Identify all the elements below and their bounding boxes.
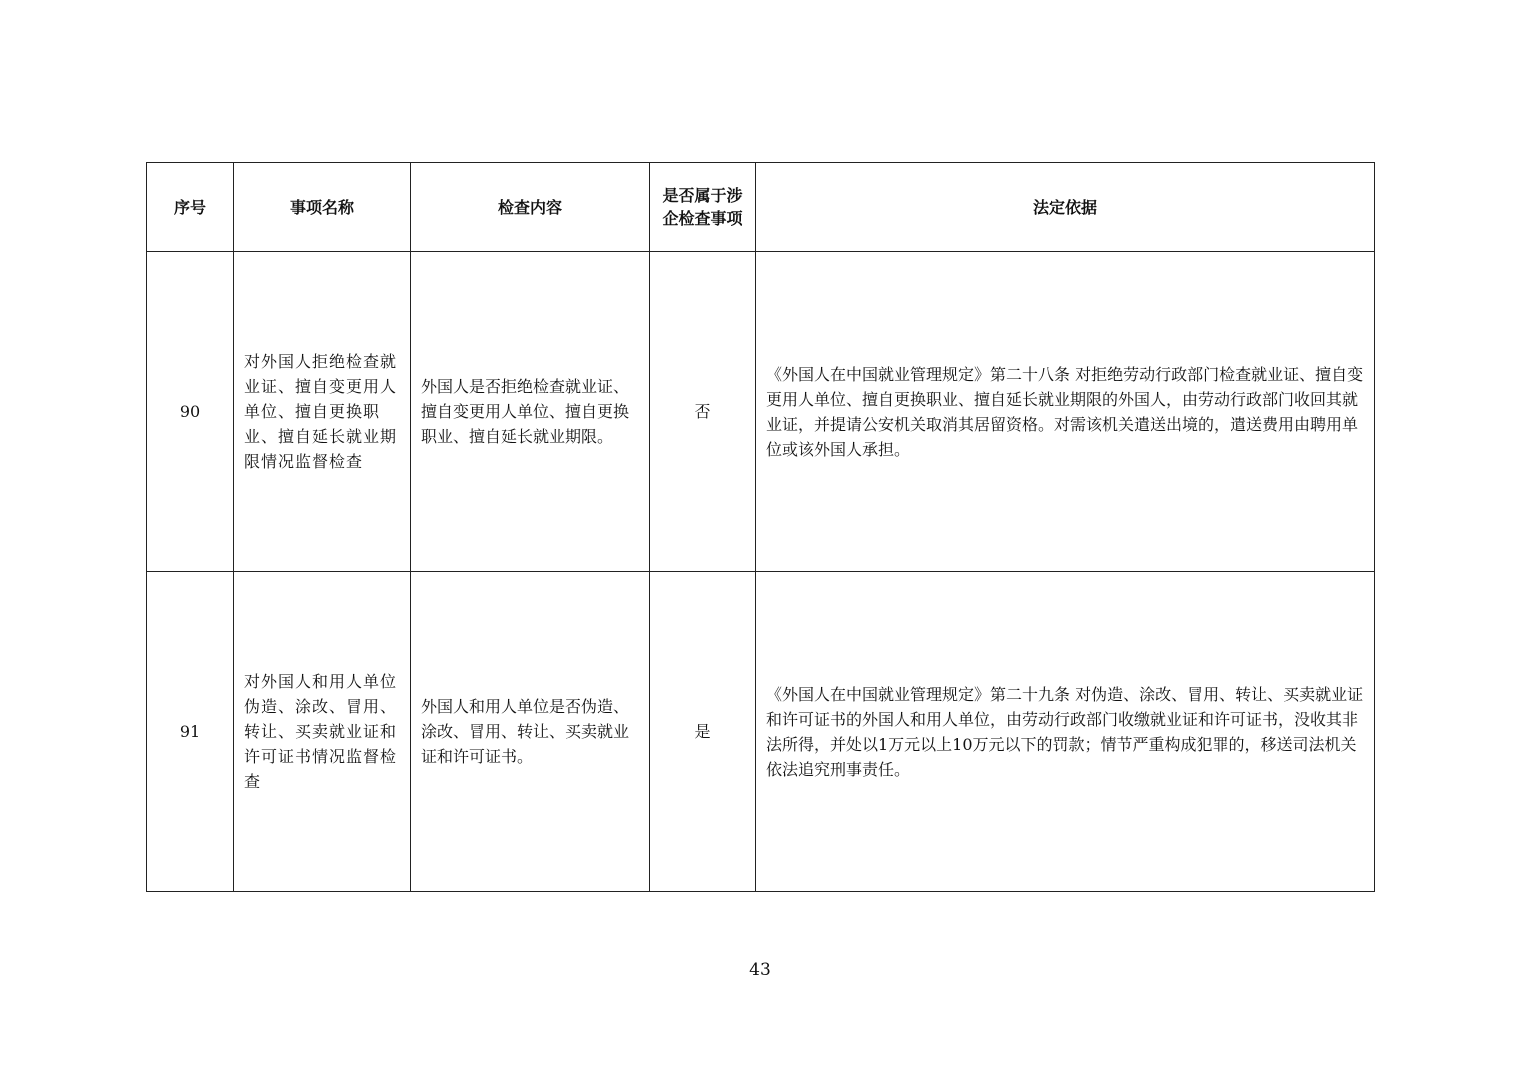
row-inspection-content: 外国人和用人单位是否伪造、涂改、冒用、转让、买卖就业证和许可证书。	[411, 572, 650, 892]
header-seq: 序号	[147, 163, 234, 252]
header-enterprise-related: 是否属于涉企检查事项	[650, 163, 756, 252]
row-inspection-content: 外国人是否拒绝检查就业证、擅自变更用人单位、擅自更换职业、擅自延长就业期限。	[411, 252, 650, 572]
row-legal-basis: 《外国人在中国就业管理规定》第二十八条 对拒绝劳动行政部门检查就业证、擅自变更用人单位、擅自更换职业、擅自延长就业期限的外国人，由劳动行政部门收回其就业证，并提请公安机关取消其居留资格。对需该机关遣送出境的，遣送费用由聘用单位或该外国人承担。	[756, 252, 1375, 572]
table-row	[147, 252, 1375, 572]
row-item-name: 对外国人拒绝检查就业证、擅自变更用人单位、擅自更换职业、擅自延长就业期限情况监督检查	[234, 252, 411, 572]
row-seq: 91	[147, 572, 234, 892]
inspection-items-table	[146, 162, 1375, 892]
header-legal-basis: 法定依据	[756, 163, 1375, 252]
row-enterprise-flag: 否	[650, 252, 756, 572]
table-header-row	[147, 163, 1375, 252]
header-inspection-content: 检查内容	[411, 163, 650, 252]
row-legal-basis: 《外国人在中国就业管理规定》第二十九条 对伪造、涂改、冒用、转让、买卖就业证和许可证书的外国人和用人单位，由劳动行政部门收缴就业证和许可证书，没收其非法所得，并处以1万元以上10万元以下的罚款；情节严重构成犯罪的，移送司法机关依法追究刑事责任。	[756, 572, 1375, 892]
row-item-name: 对外国人和用人单位伪造、涂改、冒用、转让、买卖就业证和许可证书情况监督检查	[234, 572, 411, 892]
header-item-name: 事项名称	[234, 163, 411, 252]
row-seq: 90	[147, 252, 234, 572]
row-enterprise-flag: 是	[650, 572, 756, 892]
page-number: 43	[749, 960, 771, 980]
table-row	[147, 572, 1375, 892]
